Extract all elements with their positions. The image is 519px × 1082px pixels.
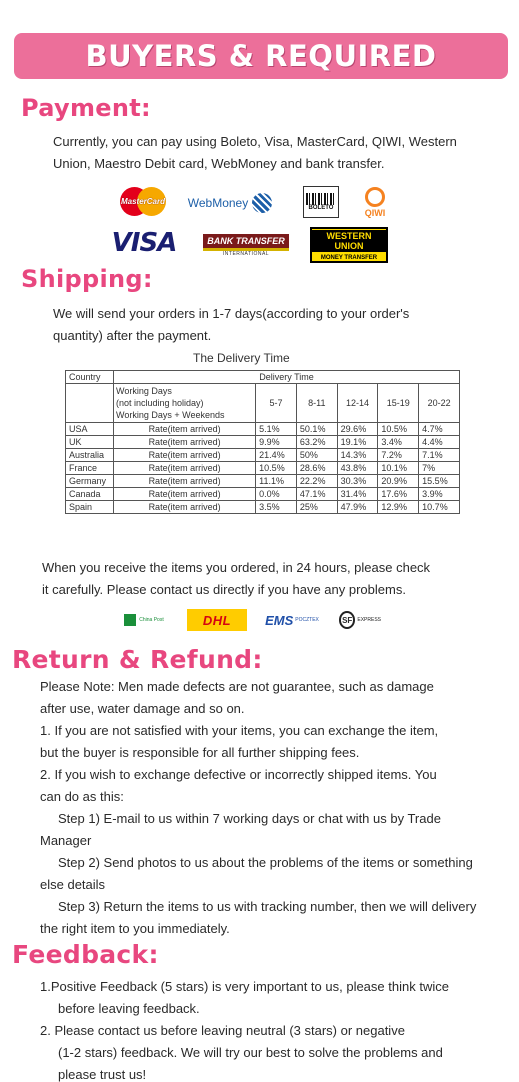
china-post-logo (121, 609, 167, 631)
value-cell: 22.2% (296, 475, 337, 488)
rate-cell: Rate(item arrived) (114, 436, 256, 449)
value-cell: 29.6% (337, 423, 378, 436)
value-cell: 9.9% (256, 436, 297, 449)
bank-transfer-logo-text: BANK TRANSFER (203, 234, 289, 251)
dhl-logo (187, 609, 247, 631)
return-refund-text (40, 676, 510, 940)
value-cell: 7% (419, 462, 460, 475)
rate-cell: Rate(item arrived) (114, 462, 256, 475)
header-banner (14, 33, 508, 79)
value-cell: 4.7% (419, 423, 460, 436)
receive-line: When you receive the items you ordered, in 24 hours, please check (42, 560, 431, 575)
return-line: Please Note: Men made defects are not guarantee, such as damage (40, 679, 434, 694)
china-post-logo-text: China Post (139, 617, 164, 623)
country-cell: Spain (66, 501, 114, 514)
value-cell: 10.5% (378, 423, 419, 436)
return-line: Step 2) Send photos to us about the problems of the items or something (58, 855, 473, 870)
value-cell: 12.9% (378, 501, 419, 514)
sf-logo-subtext: EXPRESS (357, 617, 381, 623)
range-header: 8-11 (296, 384, 337, 423)
value-cell: 15.5% (419, 475, 460, 488)
return-line: Manager (40, 833, 92, 848)
value-cell: 3.9% (419, 488, 460, 501)
feedback-line: 2. Please contact us before leaving neutral (3 stars) or negative (40, 1023, 405, 1038)
qiwi-circle-icon (365, 187, 385, 207)
value-cell: 20.9% (378, 475, 419, 488)
value-cell: 10.7% (419, 501, 460, 514)
value-cell: 50.1% (296, 423, 337, 436)
qiwi-logo (357, 184, 393, 220)
shipping-line: We will send your orders in 1-7 days(according to your order's (53, 306, 410, 321)
feedback-heading: Feedback: (12, 940, 159, 969)
feedback-line: (1-2 stars) feedback. We will try our best to solve the problems and (58, 1045, 443, 1060)
return-line: 2. If you wish to exchange defective or incorrectly shipped items. You (40, 767, 437, 782)
return-line: Step 3) Return the items to us with tracking number, then we will delivery (58, 899, 477, 914)
value-cell: 3.5% (256, 501, 297, 514)
table-row (66, 436, 460, 449)
working-days-header (114, 384, 256, 423)
mastercard-logo-text: MasterCard (120, 197, 165, 206)
value-cell: 31.4% (337, 488, 378, 501)
value-cell: 0.0% (256, 488, 297, 501)
payment-line: Currently, you can pay using Boleto, Visa, MasterCard, QIWI, Western (53, 134, 457, 149)
table-row (66, 449, 460, 462)
delivery-time-header: Delivery Time (114, 371, 460, 384)
value-cell: 21.4% (256, 449, 297, 462)
rate-cell: Rate(item arrived) (114, 501, 256, 514)
receive-text (42, 557, 502, 601)
globe-icon (252, 193, 272, 213)
sf-logo-text: SF (339, 611, 355, 629)
value-cell: 5.1% (256, 423, 297, 436)
sf-express-logo (339, 609, 381, 631)
shipping-text (53, 303, 493, 347)
china-post-icon (124, 614, 136, 626)
country-cell: Canada (66, 488, 114, 501)
payment-line: Union, Maestro Debit card, WebMoney and bank transfer. (53, 156, 385, 171)
return-line: but the buyer is responsible for all further shipping fees. (40, 745, 360, 760)
table-row (66, 462, 460, 475)
payment-heading: Payment: (21, 94, 151, 122)
value-cell: 28.6% (296, 462, 337, 475)
value-cell: 30.3% (337, 475, 378, 488)
bank-transfer-logo-subtext: INTERNATIONAL (222, 250, 270, 257)
qiwi-logo-text: QIWI (364, 207, 386, 218)
banner-title: BUYERS & REQUIRED (85, 39, 437, 73)
value-cell: 7.1% (419, 449, 460, 462)
value-cell: 11.1% (256, 475, 297, 488)
table-row (66, 501, 460, 514)
table-row (66, 423, 460, 436)
return-line: the right item to you immediately. (40, 921, 230, 936)
country-cell: Australia (66, 449, 114, 462)
western-union-logo-subtext: MONEY TRANSFER (320, 254, 378, 261)
feedback-line: please trust us! (58, 1067, 147, 1082)
feedback-line: 1.Positive Feedback (5 stars) is very important to us, please think twice (40, 979, 449, 994)
rate-cell: Rate(item arrived) (114, 488, 256, 501)
return-line: Step 1) E-mail to us within 7 working days or chat with us by Trade (58, 811, 441, 826)
visa-logo-text: VISA (111, 228, 177, 258)
table-row (66, 475, 460, 488)
boleto-logo-text: BOLETO (308, 205, 334, 211)
value-cell: 47.9% (337, 501, 378, 514)
dhl-logo-text: DHL (202, 612, 232, 628)
value-cell: 10.5% (256, 462, 297, 475)
value-cell: 7.2% (378, 449, 419, 462)
value-cell: 17.6% (378, 488, 419, 501)
return-line: else details (40, 877, 106, 892)
mastercard-logo (117, 187, 169, 216)
working-days-line: Working Days + Weekends (116, 410, 225, 420)
delivery-time-table (65, 370, 460, 514)
return-line: can do as this: (40, 789, 124, 804)
ems-logo-text: EMS (265, 612, 294, 628)
value-cell: 4.4% (419, 436, 460, 449)
table-header-row (66, 371, 460, 384)
rate-cell: Rate(item arrived) (114, 423, 256, 436)
empty-cell (66, 384, 114, 423)
country-cell: USA (66, 423, 114, 436)
country-cell: France (66, 462, 114, 475)
table-subheader-row (66, 384, 460, 423)
value-cell: 10.1% (378, 462, 419, 475)
value-cell: 19.1% (337, 436, 378, 449)
range-header: 12-14 (337, 384, 378, 423)
working-days-line: (not including holiday) (116, 398, 204, 408)
return-line: 1. If you are not satisfied with your items, you can exchange the item, (40, 723, 439, 738)
value-cell: 50% (296, 449, 337, 462)
boleto-logo (303, 186, 339, 218)
ems-logo-subtext: POCZTEX (295, 617, 319, 623)
return-refund-heading: Return & Refund: (12, 645, 263, 674)
feedback-line: before leaving feedback. (58, 1001, 200, 1016)
range-header: 20-22 (419, 384, 460, 423)
range-header: 5-7 (256, 384, 297, 423)
feedback-text (40, 976, 510, 1082)
webmoney-logo-text: WebMoney (187, 196, 249, 210)
western-union-logo (310, 227, 388, 263)
value-cell: 3.4% (378, 436, 419, 449)
return-line: after use, water damage and so on. (40, 701, 245, 716)
shipping-heading: Shipping: (21, 265, 153, 293)
value-cell: 25% (296, 501, 337, 514)
value-cell: 63.2% (296, 436, 337, 449)
country-cell: UK (66, 436, 114, 449)
payment-text (53, 131, 493, 175)
rate-cell: Rate(item arrived) (114, 449, 256, 462)
receive-line: it carefully. Please contact us directly if you have any problems. (42, 582, 406, 597)
value-cell: 14.3% (337, 449, 378, 462)
delivery-table-caption: The Delivery Time (193, 351, 290, 365)
value-cell: 47.1% (296, 488, 337, 501)
table-row (66, 488, 460, 501)
value-cell: 43.8% (337, 462, 378, 475)
country-cell: Germany (66, 475, 114, 488)
range-header: 15-19 (378, 384, 419, 423)
barcode-icon (306, 193, 336, 205)
country-header: Country (66, 371, 114, 384)
western-union-logo-text: WESTERN UNION (312, 230, 386, 252)
ems-logo (259, 609, 325, 631)
rate-cell: Rate(item arrived) (114, 475, 256, 488)
working-days-line: Working Days (116, 386, 172, 396)
visa-logo (106, 229, 182, 257)
shipping-line: quantity) after the payment. (53, 328, 212, 343)
bank-transfer-logo (203, 234, 289, 256)
webmoney-logo (184, 190, 276, 216)
